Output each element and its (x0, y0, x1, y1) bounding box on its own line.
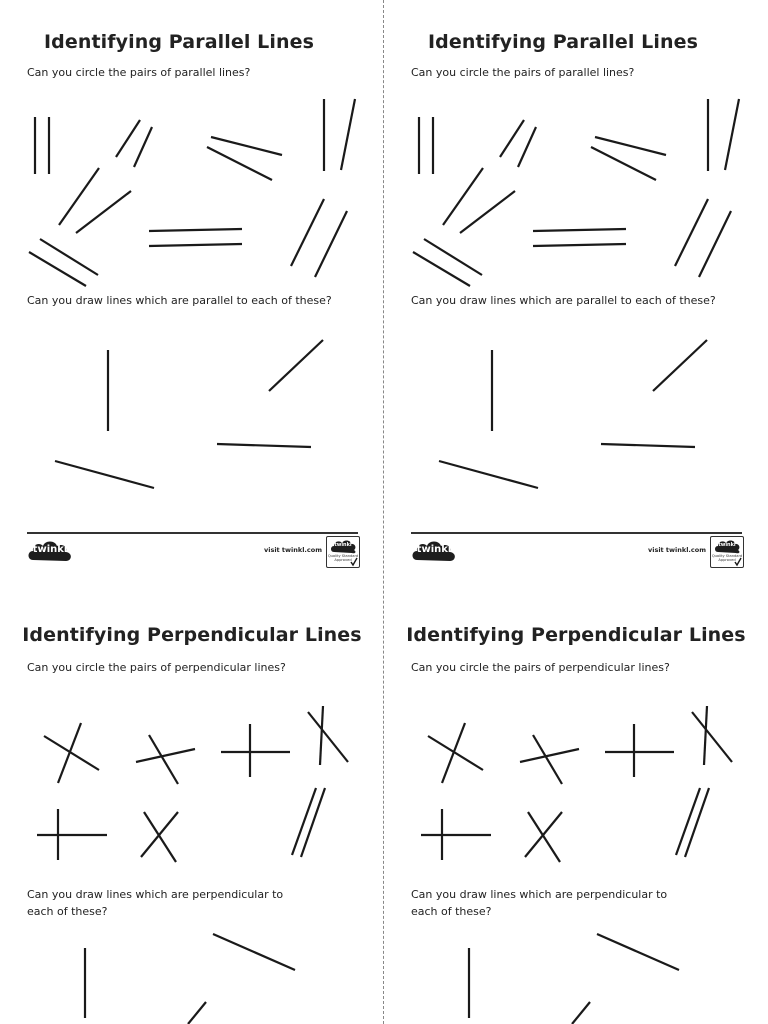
perpendicular-draw-diagram (0, 0, 358, 1024)
question-circle-parallel: Can you circle the pairs of parallel lines? (27, 66, 251, 79)
question-circle-parallel: Can you circle the pairs of parallel lines? (411, 66, 635, 79)
quality-standard-badge: twinkl Quality Standard Approved (710, 536, 744, 568)
twinkl-logo: twinkl (27, 538, 73, 564)
twinkl-logo: twinkl (411, 538, 457, 564)
perpendicular-draw-diagram (384, 0, 742, 1024)
question-circle-perpendicular: Can you circle the pairs of perpendicular lines? (27, 661, 286, 674)
page-title: Identifying Parallel Lines (44, 31, 314, 53)
question-draw-perpendicular: Can you draw lines which are perpendicular to each of these? (411, 888, 668, 918)
page-title: Identifying Perpendicular Lines (22, 624, 362, 646)
quality-standard-badge: twinkl Quality Standard Approved (326, 536, 360, 568)
question-draw-parallel: Can you draw lines which are parallel to each of these? (27, 294, 332, 307)
question-circle-perpendicular: Can you circle the pairs of perpendicular lines? (411, 661, 670, 674)
page-title: Identifying Parallel Lines (428, 31, 698, 53)
question-draw-parallel: Can you draw lines which are parallel to each of these? (411, 294, 716, 307)
visit-link-text: visit twinkl.com (647, 546, 706, 554)
question-draw-perpendicular: Can you draw lines which are perpendicular to each of these? (27, 888, 284, 918)
perpendicular-sheet-left (0, 0, 362, 1024)
visit-link-text: visit twinkl.com (263, 546, 322, 554)
page-title: Identifying Perpendicular Lines (406, 624, 746, 646)
perpendicular-sheet-right (384, 0, 746, 1024)
